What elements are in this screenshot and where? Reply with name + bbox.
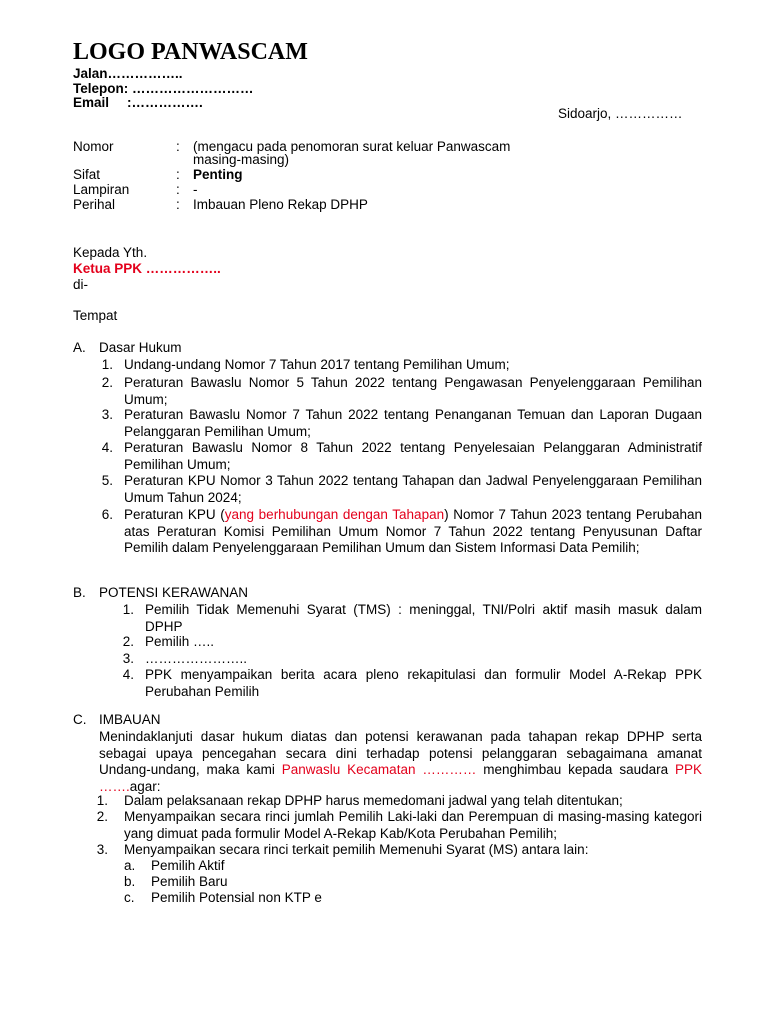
sub-list-item: Pemilih Potensial non KTP e <box>151 890 322 905</box>
list-item: Menyampaikan secara rinci terkait pemilih Memenuhi Syarat (MS) antara lain: <box>124 842 589 857</box>
meta-colon: : <box>176 182 180 197</box>
meta-value-nomor-1: (mengacu pada penomoran surat keluar Panwascam <box>193 139 511 154</box>
paragraph-red-text: PPK ……. <box>99 762 702 794</box>
list-number: 2. <box>122 634 134 649</box>
section-c-letter: C. <box>73 712 87 727</box>
address-email-value: :……………. <box>127 95 203 110</box>
address-telepon: Telepon: ……………………… <box>73 81 254 96</box>
list-item: ………………….. <box>145 651 248 666</box>
logo-text: LOGO PANWASCAM <box>73 39 308 65</box>
list-number: 3. <box>101 407 113 422</box>
recipient-di: di- <box>73 277 89 292</box>
address-email-label: Email <box>73 95 110 110</box>
list-number: 4. <box>101 440 113 455</box>
list-number: 4. <box>122 667 134 682</box>
meta-value-lampiran: - <box>193 182 198 197</box>
meta-colon: : <box>176 197 180 212</box>
list-number: 3. <box>122 651 134 666</box>
place-date: Sidoarjo, …………… <box>558 106 683 121</box>
paragraph-text: menghimbau kepada saudara <box>476 762 675 777</box>
section-a-title: Dasar Hukum <box>99 340 182 355</box>
list-item: Peraturan KPU Nomor 3 Tahun 2022 tentang Tahapan dan Jadwal Penyelenggaraan Pemilihan Umum Tahun 2024; <box>124 473 702 505</box>
sub-list-letter: a. <box>124 858 136 873</box>
list-item <box>124 507 702 557</box>
section-a-letter: A. <box>73 340 86 355</box>
list-item: Undang-undang Nomor 7 Tahun 2017 tentang Pemilihan Umum; <box>124 357 510 372</box>
paragraph-text: agar: <box>129 778 161 794</box>
list-item: Peraturan Bawaslu Nomor 8 Tahun 2022 tentang Penyelesaian Pelanggaran Administratif Pemilihan Umum; <box>124 440 702 472</box>
meta-label-lampiran: Lampiran <box>73 182 130 197</box>
list-number: 1. <box>96 793 108 808</box>
recipient-kepada: Kepada Yth. <box>73 245 148 260</box>
list-item-text: Peraturan KPU ( <box>124 507 225 522</box>
meta-label-nomor: Nomor <box>73 139 114 154</box>
list-item-text: ) Nomor 7 Tahun 2023 tentang Perubahan atas Peraturan Komisi Pemilihan Umum Nomor 7 Tahun 2022 tentang Penyusunan Daftar Pemilih dalam Penyelenggaraan Pemilihan Umum dan Sistem Informasi Data Pemilih; <box>124 507 702 555</box>
meta-colon: : <box>176 139 180 154</box>
paragraph-text: Menindaklanjuti dasar hukum diatas dan potensi kerawanan pada tahapan rekap DPHP serta sebagai upaya pencegahan secara dini terhadap potensi pelanggaran sebagaimana amanat Undang-undang, maka kami <box>99 729 702 777</box>
sub-list-item: Pemilih Aktif <box>151 858 225 873</box>
imbauan-paragraph <box>99 729 702 795</box>
address-jalan: Jalan…………….. <box>73 66 183 81</box>
list-item: Peraturan Bawaslu Nomor 5 Tahun 2022 tentang Pengawasan Penyelenggaraan Pemilihan Umum; <box>124 375 702 407</box>
list-item: PPK menyampaikan berita acara pleno rekapitulasi dan formulir Model A-Rekap PPK Perubahan Pemilih <box>145 667 702 699</box>
list-item-red-text: yang berhubungan dengan Tahapan <box>224 507 445 522</box>
meta-value-perihal: Imbauan Pleno Rekap DPHP <box>193 197 368 212</box>
meta-value-sifat: Penting <box>193 167 243 182</box>
meta-label-sifat: Sifat <box>73 167 101 182</box>
list-number: 1. <box>101 357 113 372</box>
list-item: Pemilih Tidak Memenuhi Syarat (TMS) : meninggal, TNI/Polri aktif masih masuk dalam DPHP <box>145 602 702 634</box>
list-item: Pemilih ….. <box>145 634 215 649</box>
list-number: 2. <box>101 375 113 390</box>
meta-colon: : <box>176 167 180 182</box>
sub-list-letter: c. <box>124 890 135 905</box>
list-item: Menyampaikan secara rinci jumlah Pemilih Laki-laki dan Perempuan di masing-masing kategori yang dimuat pada formulir Model A-Rekap Kab/Kota Perubahan Pemilih; <box>124 809 702 841</box>
section-b-letter: B. <box>73 585 86 600</box>
sub-list-letter: b. <box>124 874 136 889</box>
list-item: Peraturan Bawaslu Nomor 7 Tahun 2022 tentang Penanganan Temuan dan Laporan Dugaan Pelanggaran Pemilihan Umum; <box>124 407 702 439</box>
list-number: 6. <box>101 507 113 522</box>
list-number: 5. <box>101 473 113 488</box>
section-c-title: IMBAUAN <box>99 712 161 727</box>
list-number: 3. <box>96 842 108 857</box>
meta-value-nomor-2: masing-masing) <box>193 152 290 167</box>
recipient-ketua: Ketua PPK …………….. <box>73 261 221 276</box>
list-number: 2. <box>96 809 108 824</box>
paragraph-red-text: Panwaslu Kecamatan ………… <box>281 762 477 777</box>
list-item: Dalam pelaksanaan rekap DPHP harus memedomani jadwal yang telah ditentukan; <box>124 793 623 808</box>
recipient-tempat: Tempat <box>73 308 118 323</box>
section-b-title: POTENSI KERAWANAN <box>99 585 249 600</box>
meta-label-perihal: Perihal <box>73 197 116 212</box>
sub-list-item: Pemilih Baru <box>151 874 228 889</box>
list-number: 1. <box>122 602 134 617</box>
